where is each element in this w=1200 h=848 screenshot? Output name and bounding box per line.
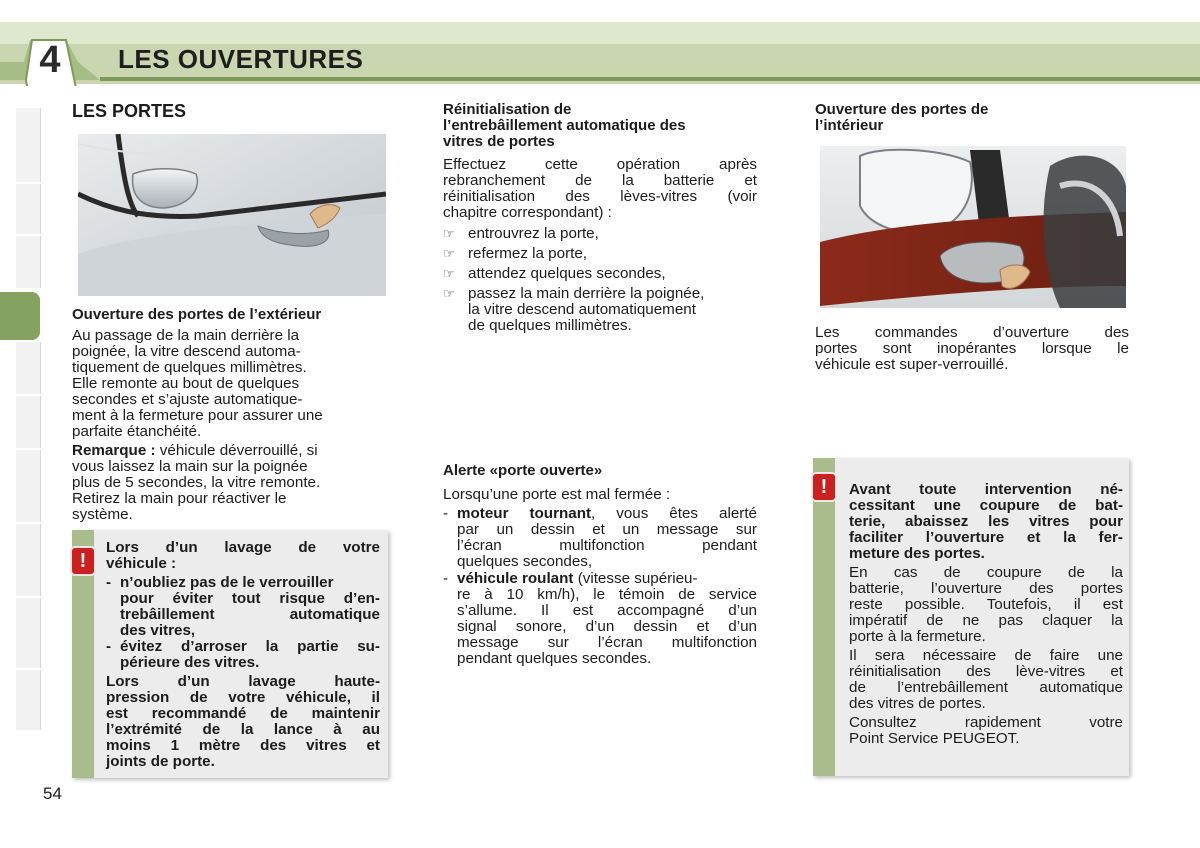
note-bold-paragraph — [849, 482, 1123, 562]
alert-line: (vitesse supérieu- — [573, 570, 698, 587]
note-list-item — [106, 575, 380, 639]
chapter-tab-5[interactable] — [16, 342, 41, 394]
chapter-tab-6[interactable] — [16, 396, 41, 448]
chapter-tab-10[interactable] — [16, 670, 41, 730]
para-line: vous laissez la main sur la poignée — [72, 458, 308, 475]
heading-line: Ouverture des portes de — [815, 101, 989, 118]
note-line: véhicule : — [106, 555, 177, 572]
step-text: refermez la porte, — [468, 245, 588, 262]
alert-line: l’écran multifonction pendant — [457, 537, 757, 554]
chapter-tab-active[interactable] — [0, 292, 40, 340]
para-line: Les commandes d’ouverture des — [815, 324, 1129, 341]
header-band-highlight — [0, 22, 1200, 44]
alert-line: signal sonore, d’un dessin et d’un — [457, 618, 757, 635]
list-item — [443, 286, 757, 334]
note-list-item — [106, 639, 380, 671]
alert-text — [443, 487, 757, 668]
chapter-tab-7[interactable] — [16, 450, 41, 522]
note-paragraph — [849, 648, 1123, 712]
page-number: 54 — [43, 784, 62, 803]
hand-pointer-icon: ☞ — [443, 286, 455, 301]
list-item — [443, 246, 757, 262]
hand-pointer-icon: ☞ — [443, 246, 455, 261]
interior-opening-heading — [815, 102, 988, 134]
note-line: cessitant une coupure de bat- — [849, 497, 1123, 514]
para-line: plus de 5 secondes, la vitre remonte. — [72, 474, 321, 491]
dash-bullet: - — [443, 570, 448, 587]
chapter-tab-8[interactable] — [16, 524, 41, 596]
reset-intro — [443, 157, 757, 338]
warning-note-battery — [813, 458, 1129, 776]
chapter-tab-9[interactable] — [16, 598, 41, 668]
para-line: chapitre correspondant) : — [443, 204, 612, 221]
note-line: En cas de coupure de la — [849, 564, 1123, 581]
note-line: Point Service PEUGEOT. — [849, 730, 1020, 747]
note-line: impératif de ne pas claquer la — [849, 612, 1123, 629]
note-strip — [813, 458, 835, 776]
note-line: Consultez rapidement votre — [849, 714, 1123, 731]
heading-line: l’entrebâillement automatique des — [443, 117, 686, 134]
alert-intro: Lorsqu’une porte est mal fermée : — [443, 486, 671, 503]
car-door-interior-photo — [820, 146, 1126, 308]
list-item — [443, 226, 757, 242]
chapter-tab-1[interactable] — [16, 108, 41, 182]
remark-paragraph — [72, 443, 386, 523]
note-line: trebâillement automatique — [120, 606, 380, 623]
note-line: l’extrémité de la lance à au — [106, 721, 380, 738]
chapter-tab-2[interactable] — [16, 184, 41, 234]
alert-heading: Alerte «porte ouverte» — [443, 462, 603, 479]
heading-line: Réinitialisation de — [443, 101, 572, 118]
alert-list — [443, 506, 757, 667]
para-line: ment à la fermeture pour assurer une — [72, 407, 323, 424]
note-line: de l’entrebâillement automatique — [849, 679, 1123, 696]
note-line: moins 1 mètre des vitres et — [106, 737, 380, 754]
alert-line: par un dessin et un message sur — [457, 521, 757, 538]
list-item — [443, 506, 757, 570]
note-line: meture des portes. — [849, 545, 985, 562]
section-title: LES PORTES — [72, 101, 187, 121]
note-line: évitez d’arroser la partie su- — [120, 638, 380, 655]
heading-line: l’intérieur — [815, 117, 884, 134]
para-line: Effectuez cette opération après — [443, 156, 757, 173]
note-line: faciliter l’ouverture et la fer- — [849, 529, 1123, 546]
para-line: portes sont inopérantes lorsque le — [815, 340, 1129, 357]
note-line: périeure des vitres. — [120, 654, 260, 671]
heading-line: vitres de portes — [443, 133, 555, 150]
alert-line: quelques secondes, — [457, 553, 593, 570]
car-door-exterior-photo — [78, 134, 386, 296]
reset-steps-list — [443, 226, 757, 334]
alert-line: pendant quelques secondes. — [457, 650, 652, 667]
note-paragraph — [849, 715, 1123, 747]
note-line: des vitres de portes. — [849, 695, 986, 712]
para-line: Retirez la main pour réactiver le — [72, 490, 287, 507]
note-line: pour éviter tout risque d’en- — [120, 590, 380, 607]
chapter-title: LES OUVERTURES — [118, 44, 364, 74]
note-line: reste possible. Toutefois, il est — [849, 596, 1123, 613]
para-line: réinitialisation des lèves-vitres (voir — [443, 188, 757, 205]
note-line: réinitialisation des lève-vitres et — [849, 663, 1123, 680]
note-line: des vitres, — [120, 622, 196, 639]
warning-icon: ! — [72, 548, 94, 574]
para-line: secondes et s’ajuste automatique- — [72, 391, 303, 408]
hand-pointer-icon: ☞ — [443, 226, 455, 241]
note-line: joints de porte. — [106, 753, 215, 770]
alert-item-bold: moteur tournant — [457, 505, 592, 522]
list-item — [443, 571, 757, 667]
chapter-number: 4 — [39, 39, 61, 81]
dash-bullet: - — [443, 505, 448, 522]
note-line: Lors d’un lavage haute- — [106, 673, 380, 690]
exterior-opening-paragraph — [72, 328, 386, 440]
chapter-tab-3[interactable] — [16, 236, 41, 288]
para-line: parfaite étanchéité. — [72, 423, 202, 440]
header-rule — [100, 77, 1200, 81]
step-text: attendez quelques secondes, — [468, 265, 666, 282]
warning-icon: ! — [813, 474, 835, 500]
para-line: système. — [72, 506, 133, 523]
para-line: tiquement de quelques millimètres. — [72, 359, 307, 376]
note-line: batterie, l’ouverture des portes — [849, 580, 1123, 597]
remark-label: Remarque : — [72, 442, 156, 459]
step-text: passez la main derrière la poignée, — [468, 285, 705, 302]
warning-note-text — [849, 482, 1123, 747]
para-line: véhicule déverrouillé, si — [155, 442, 318, 459]
note-line: terie, abaissez les vitres pour — [849, 513, 1123, 530]
dash-bullet: - — [106, 638, 112, 655]
warning-note-wash — [72, 530, 388, 778]
para-line: Elle remonte au bout de quelques — [72, 375, 300, 392]
warning-note-text — [106, 540, 380, 770]
note-line: Il sera nécessaire de faire une — [849, 647, 1123, 664]
step-text: de quelques millimètres. — [468, 317, 632, 334]
step-text: entrouvrez la porte, — [468, 225, 599, 242]
para-line: véhicule est super-verrouillé. — [815, 356, 1009, 373]
reset-heading — [443, 102, 759, 150]
note-line: est recommandé de maintenir — [106, 705, 380, 722]
note-paragraph — [849, 565, 1123, 645]
note-line: pression de votre véhicule, il — [106, 689, 380, 706]
alert-line: , vous êtes alerté — [591, 505, 757, 522]
para-line: Au passage de la main derrière la — [72, 327, 300, 344]
list-item — [443, 266, 757, 282]
exterior-opening-heading: Ouverture des portes de l’extérieur — [72, 306, 322, 323]
alert-item-bold: véhicule roulant — [457, 570, 574, 587]
interior-opening-paragraph — [815, 325, 1129, 373]
note-line: Lors d’un lavage de votre — [106, 539, 380, 556]
note-line: n’oubliez pas de le verrouiller — [120, 574, 334, 591]
note-line: porte à la fermeture. — [849, 628, 986, 645]
dash-bullet: - — [106, 574, 112, 591]
para-line: rebranchement de la batterie et — [443, 172, 757, 189]
alert-line: re à 10 km/h), le témoin de service — [457, 586, 757, 603]
exterior-opening-text — [72, 328, 386, 526]
para-line: poignée, la vitre descend automa- — [72, 343, 301, 360]
step-text: la vitre descend automatiquement — [468, 301, 696, 318]
alert-line: message sur l’écran multifonction — [457, 634, 757, 651]
hand-pointer-icon: ☞ — [443, 266, 455, 281]
alert-line: s’allume. Il est accompagné d’un — [457, 602, 757, 619]
note-line: Avant toute intervention né- — [849, 481, 1123, 498]
